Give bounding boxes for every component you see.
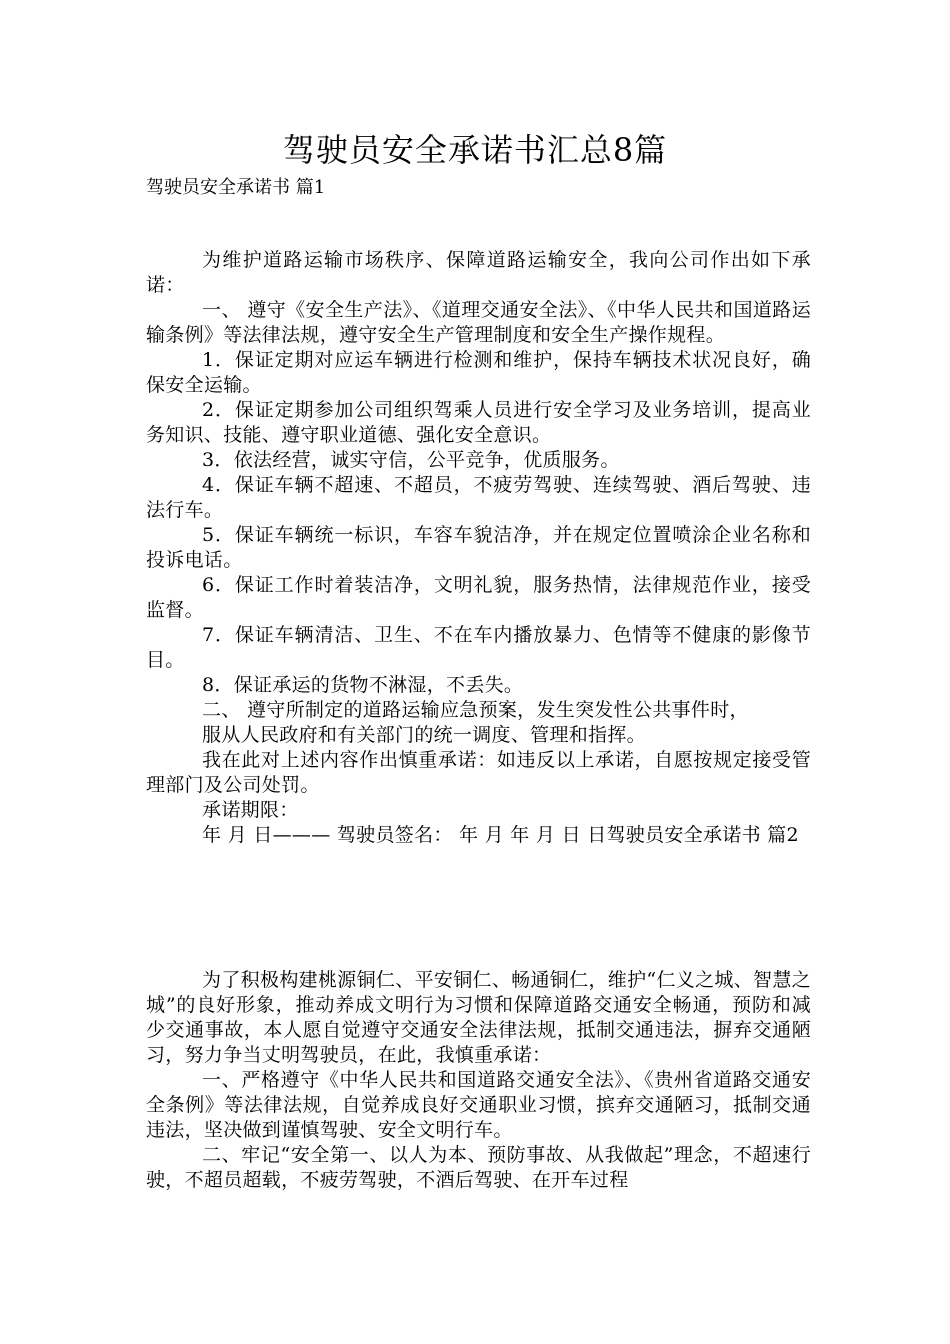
paragraph: 承诺期限： xyxy=(202,799,299,821)
paragraph: 3．依法经营，诚实守信，公平竞争，优质服务。 xyxy=(202,449,620,471)
section-2-body xyxy=(146,968,811,1193)
paragraph: 为了积极构建桃源铜仁、平安铜仁、畅通铜仁，维护“仁义之城、智慧之城”的良好形象，推动养成文明行为习惯和保障道路交通安全畅通，预防和减少交通事故，本人愿自觉遵守交通安全法律法规，抵制交通违法，摒弃交通陋习，努力争当丈明驾驶员，在此，我慎重承诺： xyxy=(146,969,811,1066)
signature-line: 年 月 日——— 驾驶员签名： 年 月 年 月 日 日驾驶员安全承诺书 篇2 xyxy=(202,824,799,846)
paragraph: 6．保证工作时着装洁净，文明礼貌，服务热情，法律规范作业，接受监督。 xyxy=(146,574,811,621)
paragraph: 二、牢记“安全第一、以人为本、预防事故、从我做起”理念，不超速行驶，不超员超载，不疲劳驾驶，不酒后驾驶、在开车过程 xyxy=(146,1144,811,1191)
paragraph: 2．保证定期参加公司组织驾乘人员进行安全学习及业务培训，提高业务知识、技能、遵守职业道德、强化安全意识。 xyxy=(146,399,811,446)
paragraph: 一、严格遵守《中华人民共和国道路交通安全法》、《贵州省道路交通安全条例》等法律法规，自觉养成良好交通职业习惯，摈弃交通陋习，抵制交通违法，坚决做到谨慎驾驶、安全文明行车。 xyxy=(146,1069,811,1141)
paragraph: 一、 遵守《安全生产法》、《道理交通安全法》、《中华人民共和国道路运输条例》等法律法规，遵守安全生产管理制度和安全生产操作规程。 xyxy=(146,299,811,346)
section-heading-1: 驾驶员安全承诺书 篇1 xyxy=(146,177,326,198)
paragraph: 服从人民政府和有关部门的统一调度、管理和指挥。 xyxy=(202,724,646,746)
paragraph: 我在此对上述内容作出慎重承诺：如违反以上承诺，自愿按规定接受管理部门及公司处罚。 xyxy=(146,749,811,796)
section-1-body xyxy=(146,248,811,848)
paragraph: 8．保证承运的货物不淋湿，不丢失。 xyxy=(202,674,524,696)
paragraph: 5．保证车辆统一标识，车容车貌洁净，并在规定位置喷涂企业名称和投诉电话。 xyxy=(146,524,811,571)
paragraph: 4．保证车辆不超速、不超员，不疲劳驾驶、连续驾驶、酒后驾驶、违法行车。 xyxy=(146,474,811,521)
paragraph: 7．保证车辆清洁、卫生、不在车内播放暴力、色情等不健康的影像节目。 xyxy=(146,624,811,671)
document-title: 驾驶员安全承诺书汇总8篇 xyxy=(282,131,668,169)
paragraph: 为维护道路运输市场秩序、保障道路运输安全，我向公司作出如下承诺： xyxy=(146,249,811,296)
paragraph: 1．保证定期对应运车辆进行检测和维护，保持车辆技术状况良好，确保安全运输。 xyxy=(146,349,811,396)
paragraph: 二、 遵守所制定的道路运输应急预案，发生突发性公共事件时， xyxy=(202,699,749,721)
